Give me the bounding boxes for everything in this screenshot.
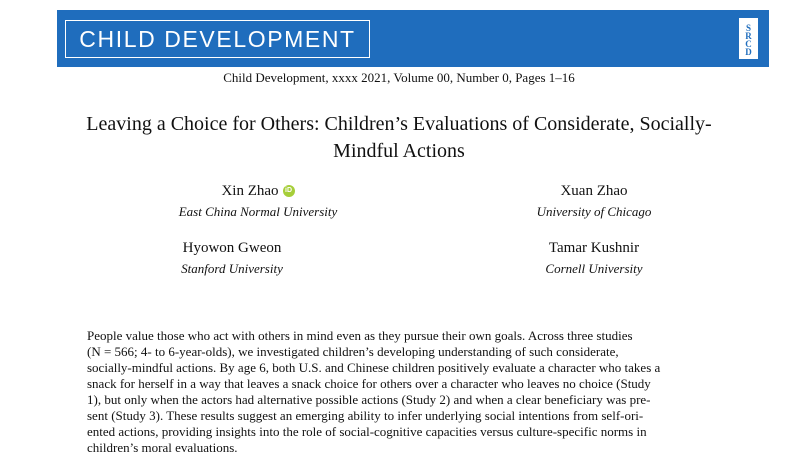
author-name: Hyowon Gweon <box>182 240 282 256</box>
abstract <box>87 328 770 456</box>
author-name: Tamar Kushnir <box>548 240 640 256</box>
journal-banner <box>57 10 769 67</box>
logo-letter: R <box>745 30 752 41</box>
logo-letter: S <box>745 22 751 33</box>
author-name: Xuan Zhao <box>560 183 628 199</box>
journal-title-box <box>65 20 370 58</box>
author-name-row <box>128 181 388 201</box>
author-affiliation: East China Normal University <box>178 204 338 219</box>
abstract-line: socially-mindful actions. By age 6, both U.S. and Chinese children positively evaluate a character who takes a <box>87 360 661 375</box>
article-title <box>40 111 758 165</box>
author-block <box>464 238 724 278</box>
logo-letter: D <box>745 46 752 57</box>
author-name: Xin Zhao <box>221 183 279 199</box>
abstract-line: ented actions, providing insights into the role of social-cognitive capacities versus culture-specific norms in <box>87 424 647 439</box>
journal-title: CHILD DEVELOPMENT <box>79 25 356 52</box>
author-block <box>102 238 362 278</box>
orcid-icon[interactable]: iD <box>283 185 295 197</box>
title-line: Mindful Actions <box>333 140 465 162</box>
author-affiliation: Stanford University <box>181 261 283 276</box>
abstract-line: 1), but only when the actors had alternative possible actions (Study 2) and when a clear beneficiary was pre- <box>87 392 651 407</box>
author-affiliation: Cornell University <box>545 261 643 276</box>
title-line: Leaving a Choice for Others: Children’s Evaluations of Considerate, Socially- <box>86 113 712 135</box>
citation-line: Child Development, xxxx 2021, Volume 00, Number 0, Pages 1–16 <box>223 70 575 85</box>
abstract-line: children’s moral evaluations. <box>87 440 238 455</box>
abstract-line: People value those who act with others in mind even as they pursue their own goals. Across three studies <box>87 328 633 343</box>
author-affiliation: University of Chicago <box>536 204 652 219</box>
abstract-line: snack for herself in a way that leaves a snack choice for others over a character who leaves no choice (Study <box>87 376 651 391</box>
logo-letter: C <box>745 38 752 49</box>
author-block <box>128 181 388 221</box>
author-block <box>464 181 724 221</box>
abstract-line: sent (Study 3). These results suggest an emerging ability to infer underlying social intentions from self-ori- <box>87 408 644 423</box>
srcd-logo <box>739 18 758 59</box>
abstract-line: (N = 566; 4- to 6-year-olds), we investigated children’s developing understanding of such considerate, <box>87 344 619 359</box>
